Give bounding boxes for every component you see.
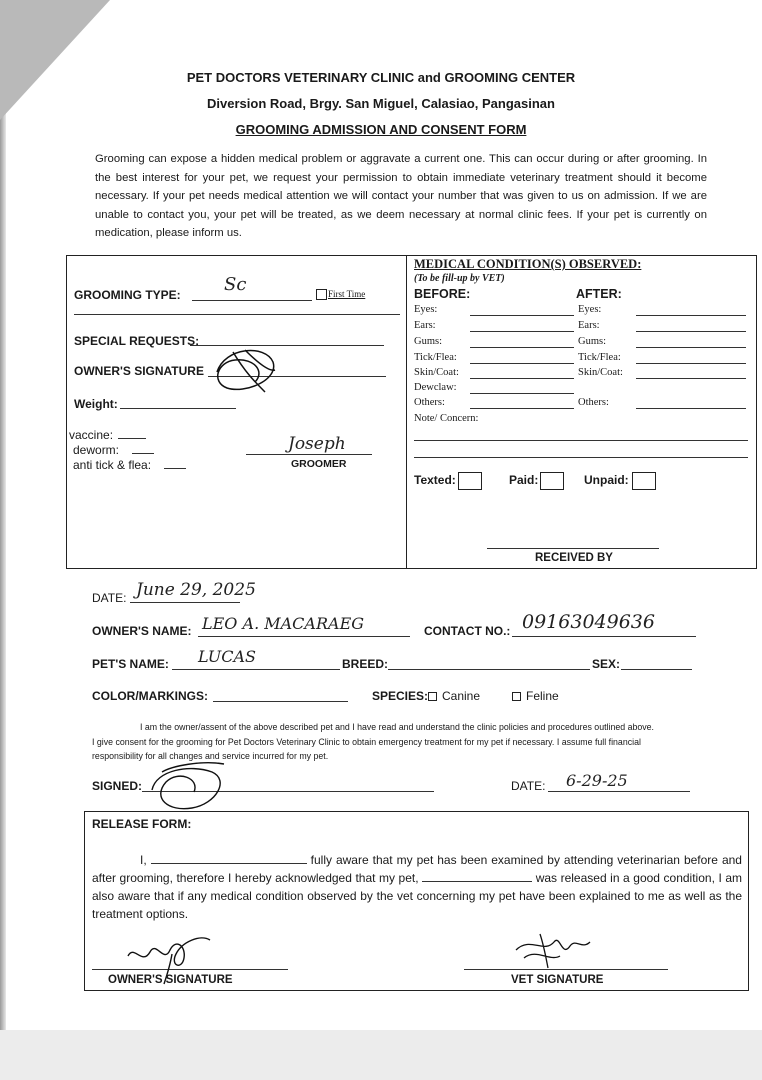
after-item-field[interactable] bbox=[636, 315, 746, 316]
medical-title: MEDICAL CONDITION(S) OBSERVED: bbox=[414, 257, 642, 271]
sex-label: SEX: bbox=[592, 657, 621, 671]
scan-shadow-edge bbox=[0, 0, 6, 1080]
date-field[interactable] bbox=[130, 602, 240, 603]
paid-label: Paid: bbox=[509, 473, 539, 488]
checkbox-icon bbox=[632, 472, 656, 490]
release-title: RELEASE FORM: bbox=[92, 817, 192, 831]
after-item-label: Ears: bbox=[578, 320, 600, 331]
date-value: June 29, 2025 bbox=[136, 580, 256, 600]
sex-field[interactable] bbox=[621, 669, 692, 670]
after-item-field[interactable] bbox=[636, 408, 746, 409]
canine-option[interactable] bbox=[428, 689, 480, 703]
grooming-type-field[interactable] bbox=[192, 300, 312, 301]
clinic-address: Diversion Road, Brgy. San Miguel, Calasiao, Pangasinan bbox=[207, 96, 555, 111]
texted-label: Texted: bbox=[414, 473, 456, 488]
before-item-field[interactable] bbox=[470, 331, 574, 332]
canine-label: Canine bbox=[442, 689, 481, 703]
form-title: GROOMING ADMISSION AND CONSENT FORM bbox=[235, 122, 527, 137]
after-item-field[interactable] bbox=[636, 347, 746, 348]
release-text-a: I, bbox=[140, 853, 147, 867]
received-by-field[interactable] bbox=[487, 548, 659, 549]
note-label: Note/ Concern: bbox=[414, 413, 479, 424]
owner-name-label: OWNER'S NAME: bbox=[92, 624, 192, 638]
before-item-label: Gums: bbox=[414, 336, 443, 347]
signed-label: SIGNED: bbox=[92, 779, 143, 793]
after-item-label: Eyes: bbox=[578, 304, 602, 315]
vet-signature-label: VET SIGNATURE bbox=[511, 974, 604, 986]
deworm-label: deworm: bbox=[73, 443, 120, 457]
before-item-label: Dewclaw: bbox=[414, 382, 457, 393]
release-pet-name-field[interactable] bbox=[422, 869, 532, 882]
release-owner-signature-label: OWNER'S SIGNATURE bbox=[108, 974, 233, 986]
groomer-field[interactable] bbox=[246, 454, 372, 455]
after-item-label: Tick/Flea: bbox=[578, 352, 621, 363]
before-item-field[interactable] bbox=[470, 315, 574, 316]
anti-tick-label: anti tick & flea: bbox=[73, 458, 152, 472]
owner-name-field[interactable] bbox=[198, 636, 410, 637]
before-item-label: Ears: bbox=[414, 320, 436, 331]
feline-label: Feline bbox=[526, 689, 559, 703]
before-item-label: Skin/Coat: bbox=[414, 367, 459, 378]
special-requests-label: SPECIAL REQUESTS: bbox=[74, 334, 200, 348]
grooming-type-label: GROOMING TYPE: bbox=[74, 288, 181, 302]
before-item-label: Tick/Flea: bbox=[414, 352, 457, 363]
medical-subtitle: (To be fill-up by VET) bbox=[414, 273, 505, 284]
before-item-field[interactable] bbox=[470, 363, 574, 364]
release-text-b: fully aware that my pet has been examined by attending veterinarian before and after grooming, therefore I hereby acknowledged that my pet, bbox=[92, 853, 742, 885]
groomer-value: Joseph bbox=[288, 434, 346, 454]
after-item-label: Others: bbox=[578, 397, 609, 408]
checkbox-icon bbox=[428, 692, 437, 701]
signed-signature-scribble bbox=[142, 760, 232, 812]
pet-name-field[interactable] bbox=[172, 669, 340, 670]
after-item-label: Skin/Coat: bbox=[578, 367, 623, 378]
first-time-checkbox[interactable] bbox=[316, 289, 365, 300]
consent-date-value: 6-29-25 bbox=[566, 771, 628, 790]
paid-checkbox[interactable] bbox=[509, 472, 564, 490]
checkbox-icon bbox=[540, 472, 564, 490]
before-item-field[interactable] bbox=[470, 347, 574, 348]
contact-label: CONTACT NO.: bbox=[424, 624, 511, 638]
after-label: AFTER: bbox=[576, 287, 622, 301]
weight-field[interactable] bbox=[120, 408, 236, 409]
unpaid-checkbox[interactable] bbox=[584, 472, 656, 490]
note-line-1[interactable] bbox=[414, 440, 748, 441]
note-line-2[interactable] bbox=[414, 457, 748, 458]
texted-checkbox[interactable] bbox=[414, 472, 482, 490]
species-label: SPECIES: bbox=[372, 689, 429, 703]
unpaid-label: Unpaid: bbox=[584, 473, 629, 488]
checkbox-icon bbox=[458, 472, 482, 490]
owner-name-value: LEO A. MACARAEG bbox=[202, 614, 365, 633]
scan-bottom-margin bbox=[0, 1030, 762, 1080]
breed-field[interactable] bbox=[388, 669, 590, 670]
before-item-field[interactable] bbox=[470, 393, 574, 394]
admission-box bbox=[66, 255, 757, 569]
consent-date-field[interactable] bbox=[548, 791, 690, 792]
consent-line-3: responsibility for all changes and service incurred for my pet. bbox=[92, 751, 329, 761]
first-time-label: First Time bbox=[328, 289, 366, 299]
clinic-name: PET DOCTORS VETERINARY CLINIC and GROOMING CENTER bbox=[186, 70, 576, 85]
checkbox-icon bbox=[316, 289, 327, 300]
groomer-label: GROOMER bbox=[291, 458, 347, 470]
pet-name-label: PET'S NAME: bbox=[92, 657, 169, 671]
owner-signature-label: OWNER'S SIGNATURE bbox=[74, 364, 204, 378]
grooming-type-value: Sc bbox=[224, 274, 247, 295]
anti-tick-field[interactable] bbox=[164, 468, 186, 469]
contact-field[interactable] bbox=[512, 636, 696, 637]
before-label: BEFORE: bbox=[414, 287, 471, 301]
owner-signature-scribble bbox=[205, 342, 280, 397]
before-item-label: Others: bbox=[414, 397, 445, 408]
date-label: DATE: bbox=[92, 591, 127, 605]
release-owner-name-field[interactable] bbox=[151, 851, 307, 864]
weight-label: Weight: bbox=[74, 397, 118, 411]
before-item-label: Eyes: bbox=[414, 304, 438, 315]
received-by-label: RECEIVED BY bbox=[535, 552, 613, 564]
contact-value: 09163049636 bbox=[522, 611, 655, 633]
pet-name-value: LUCAS bbox=[198, 647, 256, 666]
after-item-field[interactable] bbox=[636, 363, 746, 364]
release-paragraph bbox=[92, 851, 742, 923]
consent-line-1: I am the owner/assent of the above described pet and I have read and understand the clinic policies and procedures outlined above. bbox=[140, 722, 654, 732]
checkbox-icon bbox=[512, 692, 521, 701]
deworm-field[interactable] bbox=[132, 453, 154, 454]
before-item-field[interactable] bbox=[470, 408, 574, 409]
before-item-field[interactable] bbox=[470, 378, 574, 379]
box-divider bbox=[406, 255, 407, 568]
color-label: COLOR/MARKINGS: bbox=[92, 689, 208, 703]
after-item-label: Gums: bbox=[578, 336, 607, 347]
vaccine-field[interactable] bbox=[118, 438, 146, 439]
vet-signature-scribble bbox=[510, 928, 600, 972]
after-item-field[interactable] bbox=[636, 331, 746, 332]
feline-option[interactable] bbox=[512, 689, 559, 703]
breed-label: BREED: bbox=[342, 657, 389, 671]
color-field[interactable] bbox=[213, 701, 348, 702]
release-text-c: was released in a good condition, I am also aware that if any medical condition observed by the vet concerning my pet have been explained to me as well as the treatment options. bbox=[92, 871, 742, 921]
grooming-extra-line bbox=[74, 314, 400, 315]
after-item-field[interactable] bbox=[636, 378, 746, 379]
consent-line-2: I give consent for the grooming for Pet Doctors Veterinary Clinic to obtain emergency treatment for my pet if necessary. I assume full financial bbox=[92, 737, 641, 747]
intro-paragraph: Grooming can expose a hidden medical problem or aggravate a current one. This can occur during or after grooming. In the best interest for your pet, we request your permission to obtain immediate veterinary treatment should it become necessary. If your pet needs medical attention we will contact your number that was given to us on admission. If we are unable to contact you, your pet will be treated, as we deem necessary at normal clinic fees. If your pet is currently on medication, please inform us. bbox=[95, 153, 707, 239]
vaccine-label: vaccine: bbox=[69, 428, 114, 442]
consent-date-label: DATE: bbox=[511, 779, 546, 793]
